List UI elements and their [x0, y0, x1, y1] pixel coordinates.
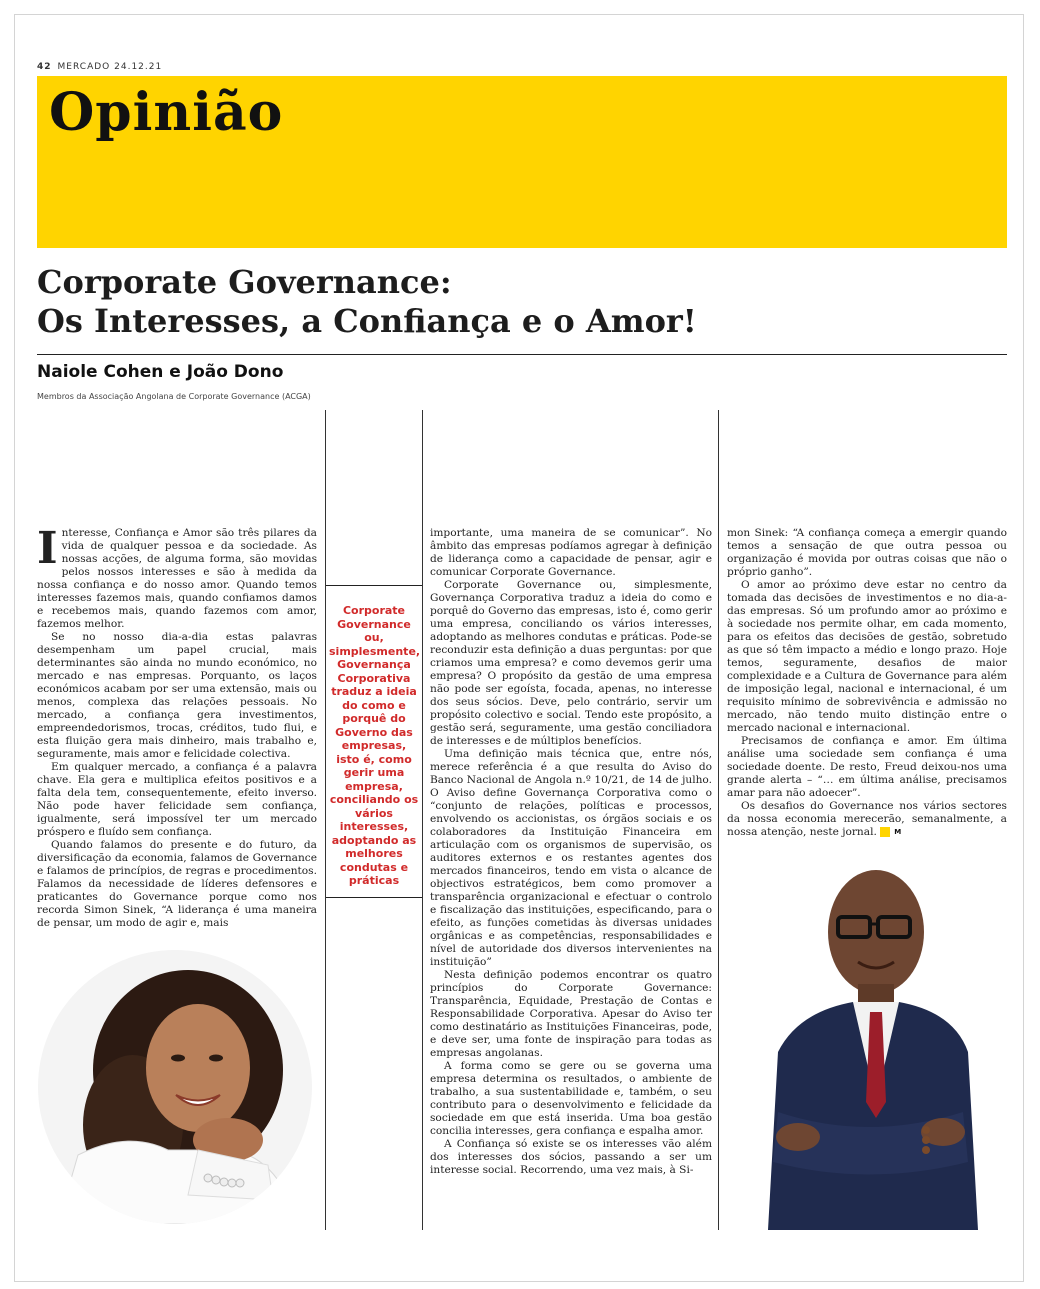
- folio: [37, 62, 162, 72]
- headline: [37, 263, 1007, 341]
- paragraph: A Confiança só existe se os interesses vão além dos interesses dos sócios, passando a ser um interesse social. Recorrendo, uma vez mais, à Si-: [430, 1138, 712, 1176]
- paragraph: Precisamos de confiança e amor. Em última análise uma sociedade sem confiança é uma sociedade doente. De resto, Freud deixou-nos uma grande alerta – “… em última análise, precisamos amar para não adoecer”.: [727, 735, 1007, 799]
- paragraph: importante, uma maneira de se comunicar”. No âmbito das empresas podíamos agregar à definição de liderança como a capacidade de pensar, agir e comunicar Corporate Governance.: [430, 527, 712, 578]
- section-banner: [37, 76, 1007, 248]
- drop-cap: I: [37, 523, 58, 574]
- publication-name: MERCADO: [57, 62, 111, 72]
- pullquote-bottom-rule: [326, 897, 422, 898]
- pullquote: Corporate Governance ou, simplesmente, Governança Corporativa traduz a ideia do como e porquê do Governo das empresas, isto é, como gerir uma empresa, conciliando os vários interesses, adoptando as melhores condutas e práticas: [329, 604, 421, 887]
- article-column-3: [727, 527, 1007, 839]
- headline-line-1: Corporate Governance:: [37, 263, 452, 301]
- article-column-2: [430, 527, 712, 1177]
- article-column-1: [37, 523, 317, 930]
- paragraph: Se no nosso dia-a-dia estas palavras desempenham um papel crucial, mais determinantes são ainda no mundo económico, no mercado e nas empresas. Porquanto, os laços económicos acabam por ser uma extensão, mais ou menos, complexa das relações pessoais. No mercado, a confiança gera investimentos, empreendedorismos, trocas, créditos, tudo flui, e esta fluição gera mais dinheiro, mais trabalho e, seguramente, mais amor e felicidade colectiva.: [37, 631, 317, 760]
- paragraph: nteresse, Confiança e Amor são três pilares da vida de qualquer pessoa e da sociedade. As nossas acções, de alguma forma, são movidas pelos nossos interesses e são à medida da nossa confiança e do nosso amor. Quando temos interesses fazemos mais, quando confiamos damos e recebemos mais, quando fazemos com amor, fazemos melhor.: [37, 527, 317, 630]
- column-divider-3: [718, 410, 719, 1230]
- paragraph: Corporate Governance ou, simplesmente, Governança Corporativa traduz a ideia do como e porquê do Governo das empresas, isto é, como gerir uma empresa, conciliando os vários interesses, adoptando as melhores condutas e práticas. Pode-se reconduzir esta definição a duas perguntas: por que criamos uma empresa? e como devemos gerir uma empresa? O propósito da gestão de uma empresa não pode ser egoísta, focada, apenas, no interesse dos seus sócios. Deve, pelo contrário, servir um propósito colectivo e social. Tendo este propósito, a gestão será, seguramente, uma gestão conciliadora de interesses e de múltiplos benefícios.: [430, 579, 712, 747]
- end-mark: M: [880, 827, 890, 837]
- paragraph: Nesta definição podemos encontrar os quatro princípios do Corporate Governance: Transparência, Equidade, Prestação de Contas e Responsabilidade Corporativa. Apesar do Aviso ter como destinatário as Instituições Financeiras, pode, e deve ser, uma fonte de inspiração para todas as empresas angolanas.: [430, 969, 712, 1059]
- paragraph: A forma como se gere ou se governa uma empresa determina os resultados, o ambiente de trabalho, a sua sustentabilidade e, também, o seu contributo para o desenvolvimento e felicidade da sociedade em que está inserida. Uma boa gestão concilia interesses, gera confiança e espalha amor.: [430, 1060, 712, 1137]
- section-title: Opinião: [49, 82, 284, 143]
- paragraph: Quando falamos do presente e do futuro, da diversificação da economia, falamos de Governance e falamos de princípios, de regras e procedimentos. Falamos da necessidade de líderes defensores e praticantes do Governance porque como nos recorda Simon Sinek, “A liderança é uma maneira de pensar, um modo de agir e, mais: [37, 839, 317, 929]
- headline-line-2: Os Interesses, a Confiança e o Amor!: [37, 302, 697, 340]
- paragraph: Uma definição mais técnica que, entre nós, merece referência é a que resulta do Aviso do Banco Nacional de Angola n.º 10/21, de 14 de julho. O Aviso define Governança Corporativa como o “conjunto de relações, políticas e processos, envolvendo os accionistas, os órgãos sociais e os colaboradores da Instituição Financeira em articulação com os organismos de supervisão, os auditores externos e os restantes agentes dos mercados financeiros, tendo em vista o alcance de objectivos estratégicos, bem como promover a transparência organizacional e efectuar o controlo e fiscalização das instituições, especificando, para o efeito, as funções cometidas às diversas unidades orgânicas e as competências, responsabilidades e nível de autoridade dos diversos intervenientes na instituição”: [430, 748, 712, 968]
- issue-date: 24.12.21: [114, 62, 163, 72]
- page-number: 42: [37, 62, 52, 72]
- author-photo-man: [758, 862, 980, 1230]
- author-photo-woman: [38, 950, 312, 1224]
- paragraph: Os desafios do Governance nos vários sectores da nossa economia merecerão, semanalmente, a nossa atenção, neste jornal.: [727, 800, 1007, 838]
- column-divider-1: [325, 410, 326, 1230]
- paragraph: O amor ao próximo deve estar no centro da tomada das decisões de investimentos e no dia-a-das empresas. Só um profundo amor ao próximo e à sociedade nos permite olhar, em cada momento, para os efeitos das decisões de gestão, sobretudo as que só têm impacto a médio e longo prazo. Hoje temos, seguramente, desafios de maior complexidade e a Cultura de Governance para além de imposição legal, nacional e internacional, é um requisito mínimo de sobrevivência e admissão no mercado, não tendo muito distinção entre o mercado nacional e internacional.: [727, 579, 1007, 734]
- author-affiliation: Membros da Associação Angolana de Corporate Governance (ACGA): [37, 392, 311, 401]
- paragraph: mon Sinek: “A confiança começa a emergir quando temos a sensação de que outra pessoa ou organização é movida por outras coisas que não o próprio ganho”.: [727, 527, 1007, 578]
- column-divider-2: [422, 410, 423, 1230]
- pullquote-top-rule: [326, 585, 422, 586]
- author-byline: Naiole Cohen e João Dono: [37, 362, 284, 382]
- paragraph: Em qualquer mercado, a confiança é a palavra chave. Ela gera e multiplica efeitos positivos e a falta dela tem, consequentemente, efeito inverso. Não pode haver felicidade sem confiança, igualmente, será impossível ter um mercado próspero e fluído sem confiança.: [37, 761, 317, 838]
- headline-divider: [37, 354, 1007, 355]
